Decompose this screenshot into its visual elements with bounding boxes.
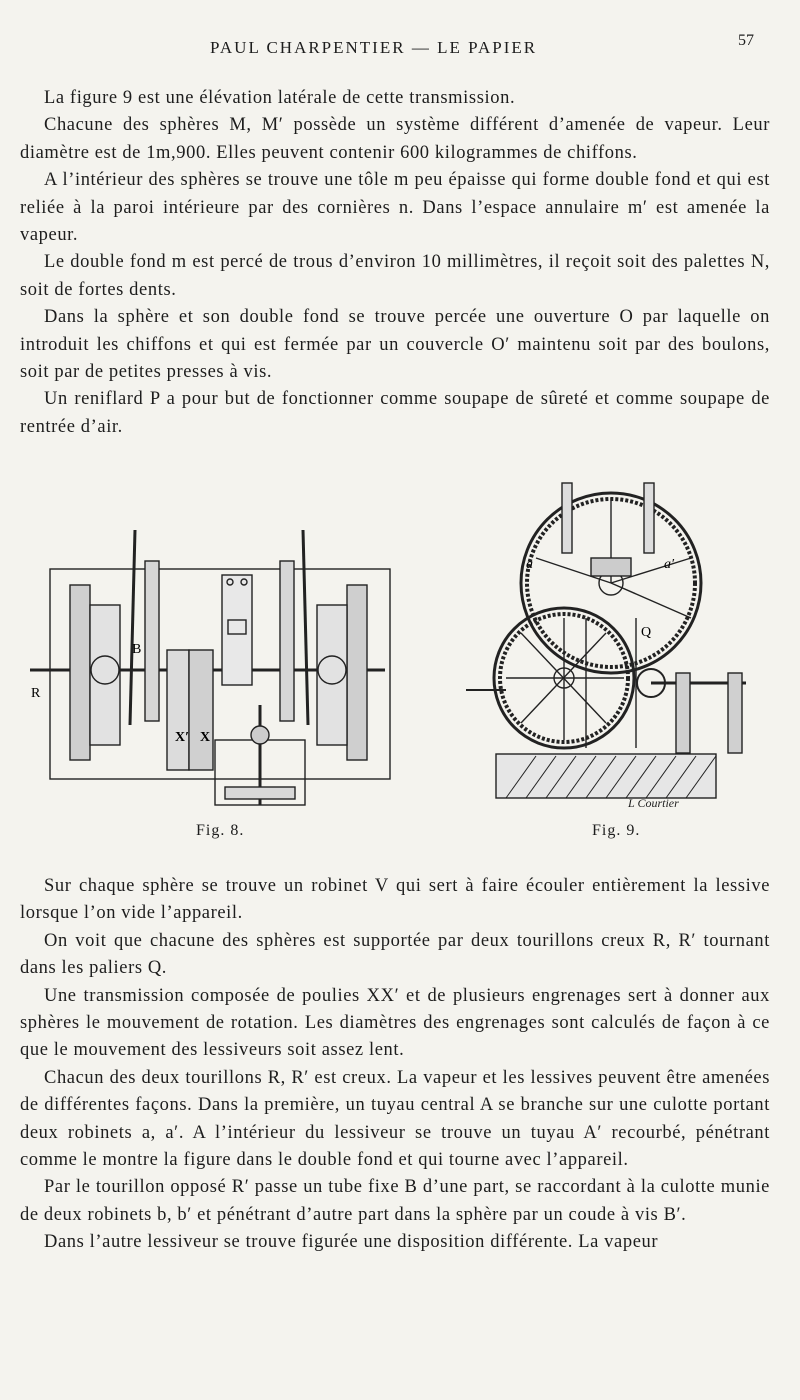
fig9-label-a-prime: a′ <box>664 557 675 572</box>
figure-9-drawing <box>466 478 756 808</box>
running-header <box>0 32 800 62</box>
figure-8-drawing <box>25 525 395 815</box>
engraver-credit: L Courtier <box>628 796 679 810</box>
paragraph: Sur chaque sphère se trouve un robinet V qui sert à faire écouler entièrement la lessive lorsque l’on vide l’appareil. <box>20 876 770 924</box>
paragraph: Dans la sphère et son double fond se trouve percée une ouverture O par laquelle on introduit les chiffons et qui est fermée par un couvercle O′ maintenu soit par des boulons, soit par de petites presses à vis. <box>20 307 770 383</box>
paragraph: Le double fond m est percé de trous d’environ 10 millimètres, il reçoit soit des palettes N, soit de fortes dents. <box>20 252 770 300</box>
fig8-label-R: R <box>31 686 41 701</box>
figure-9-side-elevation <box>466 478 756 808</box>
fig8-label-B: B <box>132 642 142 657</box>
page-number: 57 <box>738 32 754 49</box>
paragraph: Une transmission composée de poulies XX′ et de plusieurs engrenages sert à donner aux sphères le mouvement de rotation. Les diamètres des engrenages sont calculés de façon à ce que le mouvement des lessiveurs soit assez lent. <box>20 985 770 1061</box>
paragraph: Chacune des sphères M, M′ possède un système différent d’amenée de vapeur. Leur diamètre est de 1m,900. Elles peuvent contenir 600 kilogrammes de chiffons. <box>20 115 770 163</box>
fig8-label-X-prime: X′ <box>175 730 190 745</box>
fig9-label-a: a <box>526 557 533 572</box>
paragraph: Par le tourillon opposé R′ passe un tube fixe B d’une part, se raccordant à la culotte munie de deux robinets b, b′ et pénétrant d’autre part dans la sphère par un coude à vis B′. <box>20 1177 770 1225</box>
paragraph: La figure 9 est une élévation latérale de cette transmission. <box>44 88 516 108</box>
paragraph: Un reniflard P a pour but de fonctionner comme soupape de sûreté et comme soupape de rentrée d’air. <box>20 389 770 437</box>
text-block-top <box>20 85 770 441</box>
paragraph: A l’intérieur des sphères se trouve une tôle m peu épaisse qui forme double fond et qui est reliée à la paroi intérieure par des cornières n. Dans l’espace annulaire m′ est amenée la vapeur. <box>20 170 770 246</box>
paragraph: Chacun des deux tourillons R, R′ est creux. La vapeur et les lessives peuvent être amenées de différentes façons. Dans la première, un tuyau central A se branche sur une culotte portant deux robinets a, a′. A l’intérieur du lessiveur se trouve un tuyau A′ recourbé, pénétrant comme le montre la figure dans le double fond et qui tourne avec l’appareil. <box>20 1067 770 1171</box>
figure-9-caption: Fig. 9. <box>592 822 641 839</box>
figure-8-plan-view <box>25 525 395 815</box>
figure-8-caption: Fig. 8. <box>196 822 245 839</box>
running-title: PAUL CHARPENTIER — LE PAPIER <box>210 38 538 57</box>
paragraph: On voit que chacune des sphères est supportée par deux tourillons creux R, R′ tournant dans les paliers Q. <box>20 930 770 979</box>
fig8-label-X: X <box>200 730 211 745</box>
fig9-label-Q: Q <box>641 625 652 640</box>
paragraph: Dans l’autre lessiveur se trouve figurée une disposition différente. La vapeur <box>44 1232 659 1253</box>
text-block-bottom <box>20 873 770 1257</box>
